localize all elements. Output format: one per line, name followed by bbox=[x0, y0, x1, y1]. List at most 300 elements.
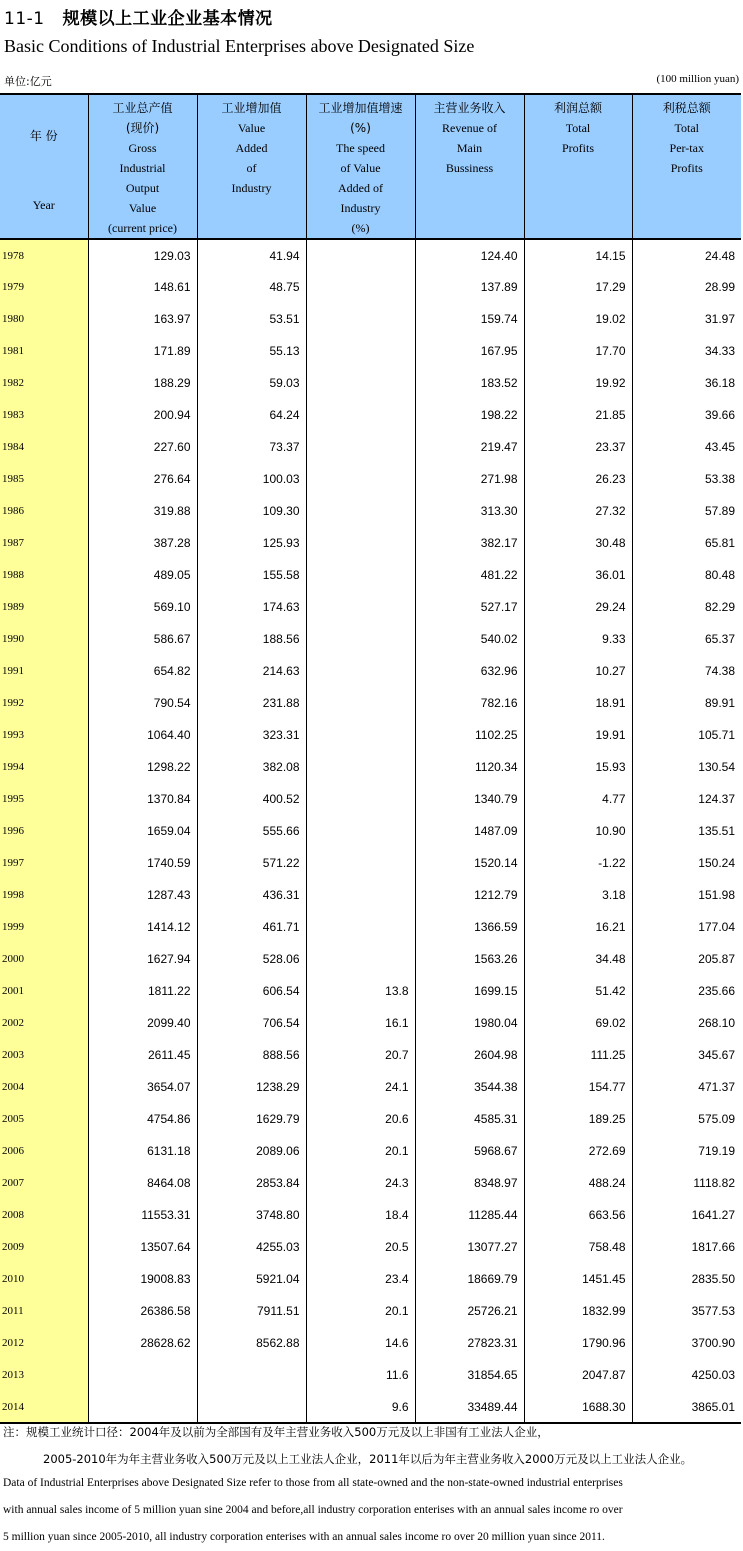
header-en-line: The speed bbox=[336, 141, 385, 155]
cell-value-added-growth: 23.4 bbox=[306, 1263, 415, 1295]
header-en-line: Output bbox=[125, 181, 160, 195]
header-en-line: Industry bbox=[231, 181, 272, 195]
cell-gross-output: 2611.45 bbox=[88, 1039, 197, 1071]
column-header-year bbox=[0, 94, 88, 239]
cell-total-profits: 758.48 bbox=[524, 1231, 632, 1263]
table-row bbox=[0, 879, 741, 911]
cell-gross-output: 19008.83 bbox=[88, 1263, 197, 1295]
cell-main-revenue: 5968.67 bbox=[415, 1135, 524, 1167]
cell-value-added-growth bbox=[306, 911, 415, 943]
cell-main-revenue: 540.02 bbox=[415, 623, 524, 655]
cell-total-pretax-profits: 151.98 bbox=[632, 879, 741, 911]
cell-main-revenue: 167.95 bbox=[415, 335, 524, 367]
cell-value-added: 55.13 bbox=[197, 335, 306, 367]
year-cell: 1994 bbox=[0, 751, 88, 783]
table-row bbox=[0, 399, 741, 431]
cell-total-pretax-profits: 36.18 bbox=[632, 367, 741, 399]
cell-value-added: 41.94 bbox=[197, 239, 306, 271]
cell-total-pretax-profits: 34.33 bbox=[632, 335, 741, 367]
cell-value-added-growth: 18.4 bbox=[306, 1199, 415, 1231]
header-en-line: Profits bbox=[670, 161, 703, 175]
header-row bbox=[0, 94, 741, 239]
cell-value-added-growth bbox=[306, 335, 415, 367]
cell-value-added: 5921.04 bbox=[197, 1263, 306, 1295]
table-row bbox=[0, 239, 741, 271]
cell-main-revenue: 1120.34 bbox=[415, 751, 524, 783]
year-cell: 1984 bbox=[0, 431, 88, 463]
header-en-line: Value bbox=[237, 121, 266, 135]
column-header-gross-output bbox=[88, 94, 197, 239]
year-cell: 2013 bbox=[0, 1359, 88, 1391]
cell-gross-output: 1414.12 bbox=[88, 911, 197, 943]
cell-total-pretax-profits: 2835.50 bbox=[632, 1263, 741, 1295]
year-cell: 2001 bbox=[0, 975, 88, 1007]
header-cn-line: 主营业务收入 bbox=[433, 101, 506, 115]
cell-value-added: 73.37 bbox=[197, 431, 306, 463]
cell-value-added-growth bbox=[306, 495, 415, 527]
cell-gross-output: 8464.08 bbox=[88, 1167, 197, 1199]
table-row bbox=[0, 1167, 741, 1199]
cell-value-added: 606.54 bbox=[197, 975, 306, 1007]
cell-total-profits: 16.21 bbox=[524, 911, 632, 943]
cell-value-added: 231.88 bbox=[197, 687, 306, 719]
cell-gross-output: 6131.18 bbox=[88, 1135, 197, 1167]
cell-gross-output: 1287.43 bbox=[88, 879, 197, 911]
table-row bbox=[0, 1071, 741, 1103]
cell-value-added-growth: 9.6 bbox=[306, 1391, 415, 1423]
cell-value-added: 1629.79 bbox=[197, 1103, 306, 1135]
cell-value-added: 125.93 bbox=[197, 527, 306, 559]
table-body bbox=[0, 239, 741, 1423]
cell-gross-output: 276.64 bbox=[88, 463, 197, 495]
cell-gross-output: 1740.59 bbox=[88, 847, 197, 879]
column-header-total-profits bbox=[524, 94, 632, 239]
cell-value-added-growth: 20.5 bbox=[306, 1231, 415, 1263]
cell-total-profits: 10.90 bbox=[524, 815, 632, 847]
cell-total-pretax-profits: 177.04 bbox=[632, 911, 741, 943]
cell-value-added: 59.03 bbox=[197, 367, 306, 399]
cell-total-profits: 488.24 bbox=[524, 1167, 632, 1199]
cell-value-added-growth: 24.3 bbox=[306, 1167, 415, 1199]
cell-main-revenue: 1520.14 bbox=[415, 847, 524, 879]
table-row bbox=[0, 367, 741, 399]
cell-main-revenue: 1487.09 bbox=[415, 815, 524, 847]
cell-value-added: 174.63 bbox=[197, 591, 306, 623]
cell-value-added: 214.63 bbox=[197, 655, 306, 687]
header-en-line: Total bbox=[674, 121, 699, 135]
cell-total-pretax-profits: 65.37 bbox=[632, 623, 741, 655]
cell-gross-output: 2099.40 bbox=[88, 1007, 197, 1039]
table-row bbox=[0, 1199, 741, 1231]
cell-gross-output: 200.94 bbox=[88, 399, 197, 431]
year-cell: 1990 bbox=[0, 623, 88, 655]
year-cell: 1986 bbox=[0, 495, 88, 527]
table-row bbox=[0, 975, 741, 1007]
year-cell: 1983 bbox=[0, 399, 88, 431]
cell-total-profits: 4.77 bbox=[524, 783, 632, 815]
cell-total-pretax-profits: 31.97 bbox=[632, 303, 741, 335]
cell-gross-output: 148.61 bbox=[88, 271, 197, 303]
cell-value-added: 109.30 bbox=[197, 495, 306, 527]
table-row bbox=[0, 655, 741, 687]
table-row bbox=[0, 815, 741, 847]
table-row bbox=[0, 1295, 741, 1327]
table-row bbox=[0, 1391, 741, 1423]
cell-total-pretax-profits: 268.10 bbox=[632, 1007, 741, 1039]
header-cn-line: 工业增加值 bbox=[221, 101, 282, 115]
cell-value-added: 888.56 bbox=[197, 1039, 306, 1071]
header-en-line: Profits bbox=[561, 141, 594, 155]
cell-total-pretax-profits: 3700.90 bbox=[632, 1327, 741, 1359]
year-cell: 1985 bbox=[0, 463, 88, 495]
cell-total-pretax-profits: 57.89 bbox=[632, 495, 741, 527]
header-en-line: Gross bbox=[128, 141, 157, 155]
title-cn-text: 规模以上工业企业基本情况 bbox=[62, 9, 273, 29]
cell-main-revenue: 18669.79 bbox=[415, 1263, 524, 1295]
cell-total-pretax-profits: 1641.27 bbox=[632, 1199, 741, 1231]
cell-gross-output: 26386.58 bbox=[88, 1295, 197, 1327]
table-row bbox=[0, 687, 741, 719]
table-row bbox=[0, 463, 741, 495]
cell-main-revenue: 782.16 bbox=[415, 687, 524, 719]
cell-value-added-growth bbox=[306, 271, 415, 303]
year-cell: 2010 bbox=[0, 1263, 88, 1295]
year-cell: 1982 bbox=[0, 367, 88, 399]
cell-gross-output: 13507.64 bbox=[88, 1231, 197, 1263]
cell-total-pretax-profits: 28.99 bbox=[632, 271, 741, 303]
header-en-line: Total bbox=[565, 121, 591, 135]
cell-total-profits: 9.33 bbox=[524, 623, 632, 655]
cell-main-revenue: 1366.59 bbox=[415, 911, 524, 943]
cell-main-revenue: 13077.27 bbox=[415, 1231, 524, 1263]
cell-main-revenue: 313.30 bbox=[415, 495, 524, 527]
header-year-cn: 年 份 bbox=[29, 129, 58, 143]
cell-gross-output: 586.67 bbox=[88, 623, 197, 655]
year-cell: 2006 bbox=[0, 1135, 88, 1167]
table-row bbox=[0, 527, 741, 559]
table-row bbox=[0, 751, 741, 783]
cell-gross-output: 489.05 bbox=[88, 559, 197, 591]
table-row bbox=[0, 495, 741, 527]
cell-total-pretax-profits: 3577.53 bbox=[632, 1295, 741, 1327]
cell-value-added-growth bbox=[306, 239, 415, 271]
cell-value-added-growth bbox=[306, 783, 415, 815]
cell-total-profits: 19.02 bbox=[524, 303, 632, 335]
cell-value-added-growth bbox=[306, 655, 415, 687]
cell-gross-output: 387.28 bbox=[88, 527, 197, 559]
cell-value-added: 1238.29 bbox=[197, 1071, 306, 1103]
cell-total-pretax-profits: 150.24 bbox=[632, 847, 741, 879]
note-en-line-1: Data of Industrial Enterprises above Designated Size refer to those from all state-owned and the non-state-owned industrial enterprises bbox=[3, 1477, 623, 1489]
cell-value-added: 64.24 bbox=[197, 399, 306, 431]
cell-value-added-growth bbox=[306, 527, 415, 559]
cell-main-revenue: 25726.21 bbox=[415, 1295, 524, 1327]
cell-total-pretax-profits: 3865.01 bbox=[632, 1391, 741, 1423]
header-en-line: Value bbox=[128, 201, 157, 215]
column-header-main-revenue bbox=[415, 94, 524, 239]
cell-main-revenue: 4585.31 bbox=[415, 1103, 524, 1135]
cell-total-profits: 154.77 bbox=[524, 1071, 632, 1103]
page-title-en: Basic Conditions of Industrial Enterprises above Designated Size bbox=[4, 36, 475, 56]
cell-total-pretax-profits: 471.37 bbox=[632, 1071, 741, 1103]
header-en-line: Added bbox=[235, 141, 268, 155]
table-row bbox=[0, 1103, 741, 1135]
year-cell: 2007 bbox=[0, 1167, 88, 1199]
cell-total-profits: 1688.30 bbox=[524, 1391, 632, 1423]
cell-total-profits: 14.15 bbox=[524, 239, 632, 271]
cell-total-profits: 18.91 bbox=[524, 687, 632, 719]
cell-value-added: 7911.51 bbox=[197, 1295, 306, 1327]
table-row bbox=[0, 943, 741, 975]
table-row bbox=[0, 623, 741, 655]
cell-value-added: 436.31 bbox=[197, 879, 306, 911]
cell-total-pretax-profits: 135.51 bbox=[632, 815, 741, 847]
cell-total-profits: -1.22 bbox=[524, 847, 632, 879]
cell-gross-output: 3654.07 bbox=[88, 1071, 197, 1103]
cell-total-pretax-profits: 43.45 bbox=[632, 431, 741, 463]
table-row bbox=[0, 335, 741, 367]
cell-total-profits: 21.85 bbox=[524, 399, 632, 431]
header-en-line: (current price) bbox=[108, 221, 177, 235]
cell-main-revenue: 1340.79 bbox=[415, 783, 524, 815]
cell-main-revenue: 271.98 bbox=[415, 463, 524, 495]
table-row bbox=[0, 1135, 741, 1167]
table-row bbox=[0, 847, 741, 879]
cell-value-added bbox=[197, 1391, 306, 1423]
table-row bbox=[0, 911, 741, 943]
cell-total-profits: 1451.45 bbox=[524, 1263, 632, 1295]
year-cell: 1981 bbox=[0, 335, 88, 367]
cell-value-added: 555.66 bbox=[197, 815, 306, 847]
cell-gross-output: 4754.86 bbox=[88, 1103, 197, 1135]
cell-main-revenue: 183.52 bbox=[415, 367, 524, 399]
cell-main-revenue: 1980.04 bbox=[415, 1007, 524, 1039]
cell-value-added: 323.31 bbox=[197, 719, 306, 751]
cell-total-profits: 23.37 bbox=[524, 431, 632, 463]
unit-label-cn: 单位:亿元 bbox=[4, 75, 52, 88]
cell-value-added-growth: 11.6 bbox=[306, 1359, 415, 1391]
table-row bbox=[0, 1327, 741, 1359]
cell-main-revenue: 3544.38 bbox=[415, 1071, 524, 1103]
header-en-line: Industrial bbox=[119, 161, 166, 175]
header-cn-line: (现价) bbox=[125, 121, 160, 135]
cell-value-added-growth: 20.1 bbox=[306, 1135, 415, 1167]
cell-total-profits: 189.25 bbox=[524, 1103, 632, 1135]
header-cn-line: 工业增加值增速 bbox=[318, 101, 403, 115]
cell-total-profits: 69.02 bbox=[524, 1007, 632, 1039]
cell-gross-output: 188.29 bbox=[88, 367, 197, 399]
header-en-line: of Value bbox=[340, 161, 381, 175]
cell-value-added: 706.54 bbox=[197, 1007, 306, 1039]
table-row bbox=[0, 303, 741, 335]
year-cell: 1996 bbox=[0, 815, 88, 847]
cell-gross-output: 28628.62 bbox=[88, 1327, 197, 1359]
year-cell: 1997 bbox=[0, 847, 88, 879]
year-cell: 1991 bbox=[0, 655, 88, 687]
cell-main-revenue: 159.74 bbox=[415, 303, 524, 335]
cell-total-profits: 29.24 bbox=[524, 591, 632, 623]
cell-total-pretax-profits: 4250.03 bbox=[632, 1359, 741, 1391]
year-cell: 2004 bbox=[0, 1071, 88, 1103]
cell-main-revenue: 1102.25 bbox=[415, 719, 524, 751]
cell-value-added-growth: 14.6 bbox=[306, 1327, 415, 1359]
cell-gross-output: 1298.22 bbox=[88, 751, 197, 783]
cell-main-revenue: 219.47 bbox=[415, 431, 524, 463]
cell-total-profits: 10.27 bbox=[524, 655, 632, 687]
cell-value-added-growth bbox=[306, 751, 415, 783]
cell-value-added-growth: 13.8 bbox=[306, 975, 415, 1007]
year-cell: 2000 bbox=[0, 943, 88, 975]
table-number: 11-1 bbox=[4, 9, 45, 29]
cell-value-added-growth bbox=[306, 559, 415, 591]
header-en-line: Bussiness bbox=[445, 161, 494, 175]
cell-total-profits: 19.91 bbox=[524, 719, 632, 751]
table-row bbox=[0, 431, 741, 463]
header-cn-line: 利税总额 bbox=[662, 101, 711, 115]
cell-total-profits: 19.92 bbox=[524, 367, 632, 399]
cell-gross-output: 163.97 bbox=[88, 303, 197, 335]
cell-gross-output: 171.89 bbox=[88, 335, 197, 367]
cell-gross-output: 790.54 bbox=[88, 687, 197, 719]
cell-main-revenue: 27823.31 bbox=[415, 1327, 524, 1359]
cell-total-profits: 15.93 bbox=[524, 751, 632, 783]
cell-total-pretax-profits: 205.87 bbox=[632, 943, 741, 975]
cell-value-added: 8562.88 bbox=[197, 1327, 306, 1359]
header-en-line: Revenue of bbox=[442, 121, 497, 135]
cell-value-added-growth bbox=[306, 399, 415, 431]
cell-main-revenue: 8348.97 bbox=[415, 1167, 524, 1199]
cell-gross-output: 1659.04 bbox=[88, 815, 197, 847]
cell-value-added: 400.52 bbox=[197, 783, 306, 815]
unit-label-en: (100 million yuan) bbox=[656, 73, 739, 85]
cell-total-pretax-profits: 345.67 bbox=[632, 1039, 741, 1071]
header-cn-line: 工业总产值 bbox=[112, 101, 173, 115]
year-cell: 2014 bbox=[0, 1391, 88, 1423]
cell-gross-output: 319.88 bbox=[88, 495, 197, 527]
table-row bbox=[0, 719, 741, 751]
cell-total-pretax-profits: 575.09 bbox=[632, 1103, 741, 1135]
cell-value-added-growth bbox=[306, 623, 415, 655]
year-cell: 1978 bbox=[0, 239, 88, 271]
cell-total-pretax-profits: 80.48 bbox=[632, 559, 741, 591]
cell-value-added-growth: 20.6 bbox=[306, 1103, 415, 1135]
data-table bbox=[0, 93, 741, 1424]
cell-total-pretax-profits: 1817.66 bbox=[632, 1231, 741, 1263]
cell-main-revenue: 198.22 bbox=[415, 399, 524, 431]
cell-value-added-growth bbox=[306, 719, 415, 751]
table-row bbox=[0, 1263, 741, 1295]
cell-total-pretax-profits: 1118.82 bbox=[632, 1167, 741, 1199]
cell-total-pretax-profits: 53.38 bbox=[632, 463, 741, 495]
cell-total-profits: 1832.99 bbox=[524, 1295, 632, 1327]
table-row bbox=[0, 559, 741, 591]
cell-total-profits: 1790.96 bbox=[524, 1327, 632, 1359]
cell-value-added-growth: 20.1 bbox=[306, 1295, 415, 1327]
cell-total-profits: 3.18 bbox=[524, 879, 632, 911]
cell-total-pretax-profits: 235.66 bbox=[632, 975, 741, 1007]
note-cn-line-1: 注：规模工业统计口径：2004年及以前为全部国有及年主营业务收入500万元及以上非国有工业法人企业， bbox=[3, 1425, 549, 1439]
page-title-cn bbox=[4, 4, 273, 29]
cell-total-profits: 272.69 bbox=[524, 1135, 632, 1167]
cell-total-profits: 36.01 bbox=[524, 559, 632, 591]
year-cell: 1979 bbox=[0, 271, 88, 303]
cell-total-pretax-profits: 89.91 bbox=[632, 687, 741, 719]
header-en-line: of bbox=[246, 161, 257, 175]
cell-total-pretax-profits: 24.48 bbox=[632, 239, 741, 271]
cell-total-profits: 30.48 bbox=[524, 527, 632, 559]
header-en-line: Industry bbox=[340, 201, 381, 215]
cell-gross-output: 654.82 bbox=[88, 655, 197, 687]
cell-total-profits: 663.56 bbox=[524, 1199, 632, 1231]
cell-total-pretax-profits: 74.38 bbox=[632, 655, 741, 687]
cell-gross-output: 129.03 bbox=[88, 239, 197, 271]
cell-value-added: 188.56 bbox=[197, 623, 306, 655]
year-cell: 1999 bbox=[0, 911, 88, 943]
cell-main-revenue: 1699.15 bbox=[415, 975, 524, 1007]
cell-total-profits: 51.42 bbox=[524, 975, 632, 1007]
cell-gross-output: 569.10 bbox=[88, 591, 197, 623]
table-row bbox=[0, 271, 741, 303]
table-row bbox=[0, 591, 741, 623]
year-cell: 2003 bbox=[0, 1039, 88, 1071]
cell-value-added: 528.06 bbox=[197, 943, 306, 975]
cell-total-pretax-profits: 719.19 bbox=[632, 1135, 741, 1167]
year-cell: 2005 bbox=[0, 1103, 88, 1135]
note-en-line-2: with annual sales income of 5 million yuan sine 2004 and before,all industry corporation enterises with an annual sales income ro over bbox=[3, 1504, 623, 1516]
cell-total-pretax-profits: 130.54 bbox=[632, 751, 741, 783]
year-cell: 1980 bbox=[0, 303, 88, 335]
cell-total-pretax-profits: 105.71 bbox=[632, 719, 741, 751]
cell-main-revenue: 33489.44 bbox=[415, 1391, 524, 1423]
cell-value-added-growth bbox=[306, 591, 415, 623]
header-en-line: Added of bbox=[338, 181, 383, 195]
cell-gross-output: 11553.31 bbox=[88, 1199, 197, 1231]
cell-main-revenue: 481.22 bbox=[415, 559, 524, 591]
cell-value-added-growth: 20.7 bbox=[306, 1039, 415, 1071]
cell-main-revenue: 31854.65 bbox=[415, 1359, 524, 1391]
cell-total-pretax-profits: 82.29 bbox=[632, 591, 741, 623]
cell-main-revenue: 137.89 bbox=[415, 271, 524, 303]
cell-value-added-growth: 24.1 bbox=[306, 1071, 415, 1103]
year-cell: 1993 bbox=[0, 719, 88, 751]
header-en-line: (%) bbox=[351, 221, 370, 235]
header-cn-line: 利润总额 bbox=[553, 101, 602, 115]
cell-value-added: 382.08 bbox=[197, 751, 306, 783]
cell-total-profits: 2047.87 bbox=[524, 1359, 632, 1391]
cell-value-added-growth bbox=[306, 303, 415, 335]
cell-total-pretax-profits: 124.37 bbox=[632, 783, 741, 815]
year-cell: 1992 bbox=[0, 687, 88, 719]
cell-value-added-growth bbox=[306, 431, 415, 463]
cell-gross-output: 1064.40 bbox=[88, 719, 197, 751]
year-cell: 2012 bbox=[0, 1327, 88, 1359]
cell-value-added: 2089.06 bbox=[197, 1135, 306, 1167]
cell-value-added-growth: 16.1 bbox=[306, 1007, 415, 1039]
note-en-line-3: 5 million yuan since 2005-2010, all industry corporation enterises with an annual sales income ro over 20 million yuan since 2011. bbox=[3, 1531, 605, 1543]
cell-main-revenue: 527.17 bbox=[415, 591, 524, 623]
note-cn-line-2: 2005-2010年为年主营业务收入500万元及以上工业法人企业，2011年以后为年主营业务收入2000万元及以上工业法人企业。 bbox=[43, 1452, 693, 1466]
cell-value-added-growth bbox=[306, 847, 415, 879]
cell-gross-output: 1811.22 bbox=[88, 975, 197, 1007]
cell-value-added: 4255.03 bbox=[197, 1231, 306, 1263]
cell-total-profits: 17.29 bbox=[524, 271, 632, 303]
column-header-value-added-growth bbox=[306, 94, 415, 239]
year-cell: 2009 bbox=[0, 1231, 88, 1263]
cell-main-revenue: 632.96 bbox=[415, 655, 524, 687]
year-cell: 2011 bbox=[0, 1295, 88, 1327]
table-row bbox=[0, 1231, 741, 1263]
cell-total-pretax-profits: 65.81 bbox=[632, 527, 741, 559]
